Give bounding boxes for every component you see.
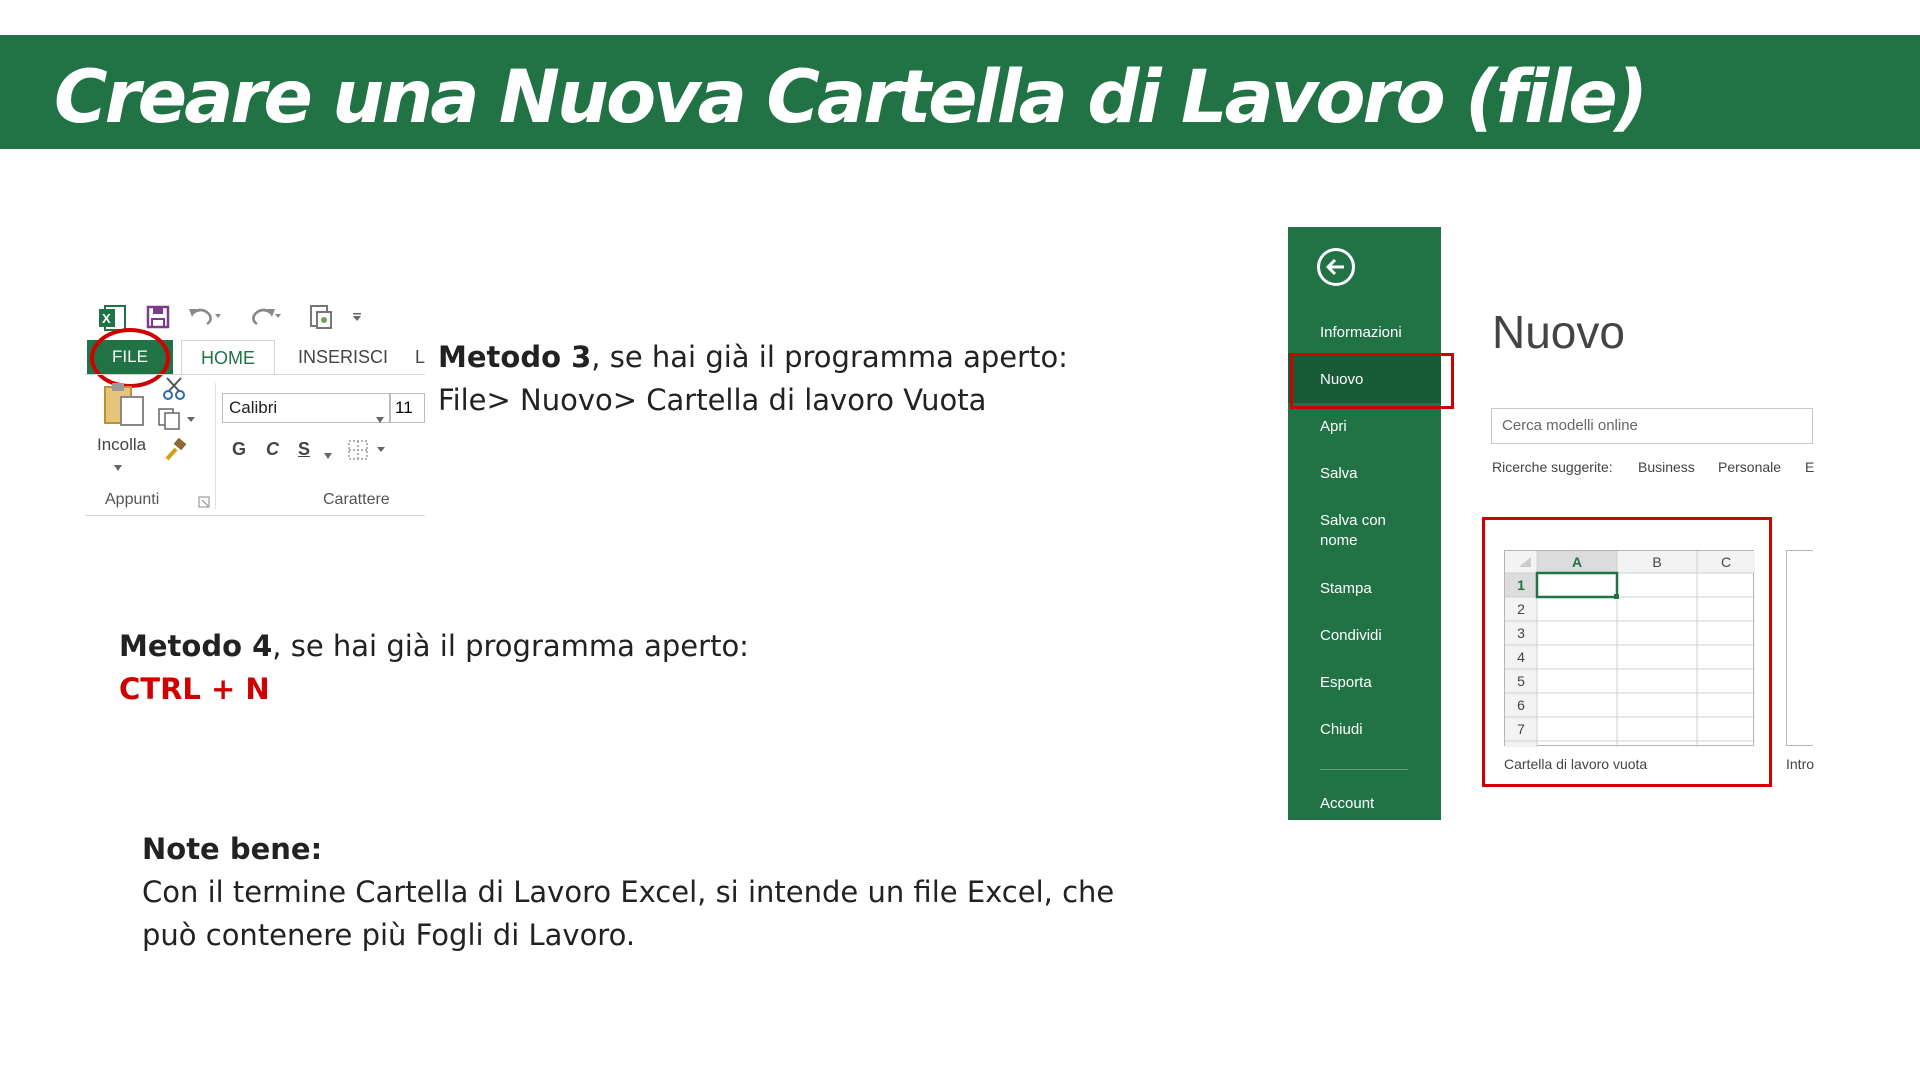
copy-icon[interactable]: [157, 407, 197, 436]
paste-icon[interactable]: [101, 379, 149, 432]
format-painter-icon[interactable]: [163, 437, 189, 468]
suggested-business[interactable]: Business: [1638, 459, 1695, 475]
note-line2: può contenere più Fogli di Lavoro.: [142, 918, 636, 952]
col-header-a: A: [1571, 554, 1583, 570]
suggested-label: Ricerche suggerite:: [1492, 459, 1613, 475]
menu-nuovo[interactable]: Nuovo: [1320, 371, 1364, 388]
paste-label[interactable]: Incolla: [97, 435, 147, 454]
blank-workbook-template[interactable]: [1504, 550, 1754, 746]
font-size-select[interactable]: 11: [390, 393, 425, 423]
back-arrow-icon[interactable]: [1317, 248, 1355, 286]
template-search-input[interactable]: Cerca modelli online: [1491, 408, 1813, 444]
menu-salva-con-nome[interactable]: Salva con nome: [1320, 512, 1386, 549]
col-header-b: B: [1652, 554, 1662, 570]
redo-icon[interactable]: [247, 304, 283, 333]
row-header-2: 2: [1517, 601, 1525, 617]
col-header-c: C: [1720, 554, 1732, 570]
row-header-7: 7: [1517, 721, 1525, 737]
row-header-4: 4: [1517, 649, 1525, 665]
method4-shortcut: CTRL + N: [119, 672, 270, 706]
tab-file[interactable]: FILE: [87, 340, 173, 374]
note-title: Note bene:: [142, 832, 323, 866]
excel-ribbon-screenshot: [85, 298, 425, 516]
next-template-partial[interactable]: [1786, 550, 1813, 746]
slide-title: Creare una Nuova Cartella di Lavoro (file): [54, 55, 1646, 140]
backstage-sidebar: [1288, 227, 1441, 820]
cut-icon[interactable]: [161, 375, 187, 406]
italic-button[interactable]: C: [266, 439, 279, 459]
font-name-value: Calibri: [229, 398, 278, 417]
clipboard-launcher-icon[interactable]: [198, 495, 210, 513]
row-header-6: 6: [1517, 697, 1525, 713]
suggested-partial[interactable]: E: [1805, 459, 1815, 475]
borders-icon[interactable]: [347, 439, 391, 468]
undo-icon[interactable]: [187, 304, 223, 333]
customize-toolbar-icon[interactable]: [351, 310, 363, 328]
tab-insert[interactable]: INSERISCI: [297, 347, 389, 367]
suggested-personale[interactable]: Personale: [1718, 459, 1782, 475]
method4-label: Metodo 4: [119, 629, 273, 663]
row-header-5: 5: [1517, 673, 1525, 689]
tab-layout-partial[interactable]: L: [415, 347, 426, 367]
method3-label: Metodo 3: [438, 340, 592, 374]
save-icon[interactable]: [145, 304, 171, 335]
svg-text:X: X: [102, 311, 111, 326]
menu-account[interactable]: Account: [1320, 795, 1375, 812]
row-header-1: 1: [1517, 577, 1525, 593]
menu-salva[interactable]: Salva: [1320, 465, 1358, 482]
blank-workbook-preview: [1505, 551, 1755, 747]
menu-condividi[interactable]: Condividi: [1320, 627, 1382, 644]
backstage-title: Nuovo: [1492, 306, 1625, 358]
ribbon-body: [85, 374, 425, 516]
title-banner: [0, 35, 1920, 149]
menu-chiudi[interactable]: Chiudi: [1320, 721, 1363, 738]
method3-text: , se hai già il programma aperto:: [591, 340, 1068, 374]
menu-divider: [1320, 769, 1408, 770]
group-font-label: Carattere: [323, 491, 390, 508]
group-separator: [215, 383, 216, 509]
bold-button[interactable]: G: [232, 439, 247, 459]
nuovo-highlight-box: [1290, 353, 1454, 409]
next-template-caption[interactable]: Intro: [1786, 756, 1815, 772]
menu-stampa[interactable]: Stampa: [1320, 580, 1372, 597]
excel-backstage-screenshot: [1288, 227, 1813, 820]
menu-apri[interactable]: Apri: [1320, 418, 1347, 435]
tab-home[interactable]: HOME: [181, 340, 275, 374]
row-header-3: 3: [1517, 625, 1525, 641]
method3-line1: [438, 336, 1068, 379]
underline-dropdown-icon[interactable]: [323, 447, 333, 465]
note-line1: Con il termine Cartella di Lavoro Excel, si intende un file Excel, che: [142, 875, 1115, 909]
method4-line1: [119, 625, 749, 668]
method4-text: , se hai già il programma aperto:: [272, 629, 749, 663]
menu-esporta[interactable]: Esporta: [1320, 674, 1372, 691]
print-preview-icon[interactable]: [307, 304, 335, 335]
font-name-select[interactable]: [222, 393, 390, 423]
underline-button[interactable]: S: [298, 439, 311, 459]
group-clipboard-label: Appunti: [105, 491, 160, 508]
method3-line2: File> Nuovo> Cartella di lavoro Vuota: [438, 383, 987, 417]
blank-workbook-caption[interactable]: Cartella di lavoro vuota: [1504, 756, 1648, 772]
paste-dropdown-icon[interactable]: [113, 459, 123, 477]
font-dropdown-icon[interactable]: [375, 405, 385, 433]
menu-informazioni[interactable]: Informazioni: [1320, 324, 1402, 341]
